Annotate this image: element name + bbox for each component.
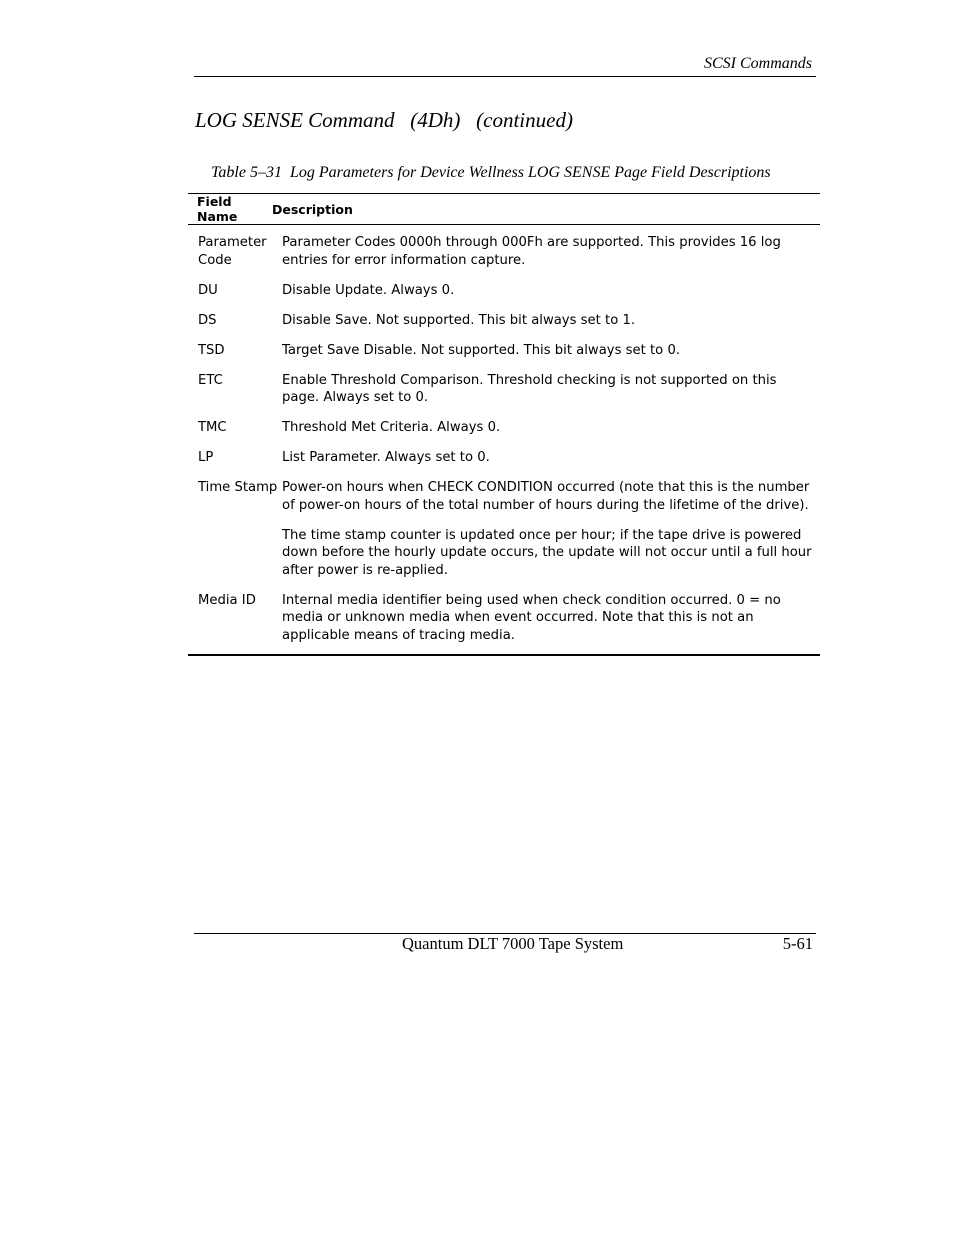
column-header-description: Description (272, 201, 353, 217)
description-cell (282, 372, 820, 407)
field-name-cell: Parameter Code (198, 235, 267, 268)
table-row (188, 479, 820, 579)
table-bottom-rule (188, 654, 820, 656)
description-paragraph: Target Save Disable. Not supported. This bit always set to 0. (282, 342, 681, 358)
table-row (188, 342, 820, 360)
footer-title: Quantum DLT 7000 Tape System (402, 934, 624, 953)
field-name-cell: Media ID (198, 592, 256, 608)
description-cell (282, 592, 820, 645)
description-paragraph: Disable Update. Always 0. (282, 282, 455, 298)
description-cell (282, 312, 820, 330)
field-name-cell: LP (198, 450, 214, 465)
table-row (188, 372, 820, 407)
column-header-field-name: Field Name (197, 194, 238, 224)
description-cell (282, 282, 820, 300)
header-rule (194, 76, 816, 77)
description-cell (282, 234, 820, 269)
field-name-cell: DS (198, 312, 217, 328)
field-name-cell: TMC (198, 420, 227, 435)
description-cell (282, 342, 820, 360)
table-row (188, 449, 820, 467)
table-header-row (188, 194, 820, 224)
page-number: 5-61 (782, 934, 813, 953)
field-name-cell: DU (198, 282, 218, 298)
table-body (188, 225, 820, 654)
table-row (188, 592, 820, 645)
field-description-table (188, 193, 820, 656)
table-caption: Table 5–31 Log Parameters for Device Wellness LOG SENSE Page Field Descriptions (211, 164, 771, 181)
description-paragraph: Parameter Codes 0000h through 000Fh are supported. This provides 16 log entries for error information capture. (282, 235, 781, 268)
running-head: SCSI Commands (703, 55, 812, 72)
table-row (188, 312, 820, 330)
table-row (188, 282, 820, 300)
description-paragraph: Threshold Met Criteria. Always 0. (282, 420, 501, 435)
field-name-cell: ETC (198, 372, 223, 388)
field-name-cell: TSD (198, 342, 225, 358)
description-paragraph: Power-on hours when CHECK CONDITION occurred (note that this is the number of power-on hours of the total number of hours during the lifetime of the drive). (282, 480, 810, 513)
table-row (188, 419, 820, 437)
description-paragraph: Disable Save. Not supported. This bit always set to 1. (282, 312, 636, 328)
description-paragraph: The time stamp counter is updated once per hour; if the tape drive is powered down before the hourly update occurs, the update will not occur until a full hour after power is re-applied. (282, 527, 812, 578)
description-paragraph: Internal media identifier being used when check condition occurred. 0 = no media or unknown media when event occurred. Note that this is not an applicable means of tracing media. (282, 592, 781, 643)
section-title: LOG SENSE Command (4Dh) (continued) (195, 108, 573, 132)
description-cell (282, 449, 820, 467)
description-paragraph: List Parameter. Always set to 0. (282, 450, 490, 465)
description-cell (282, 479, 820, 579)
description-cell (282, 419, 820, 437)
table-row (188, 234, 820, 269)
field-name-cell: Time Stamp (198, 480, 278, 495)
description-paragraph: Enable Threshold Comparison. Threshold checking is not supported on this page. Always set to 0. (282, 372, 777, 405)
